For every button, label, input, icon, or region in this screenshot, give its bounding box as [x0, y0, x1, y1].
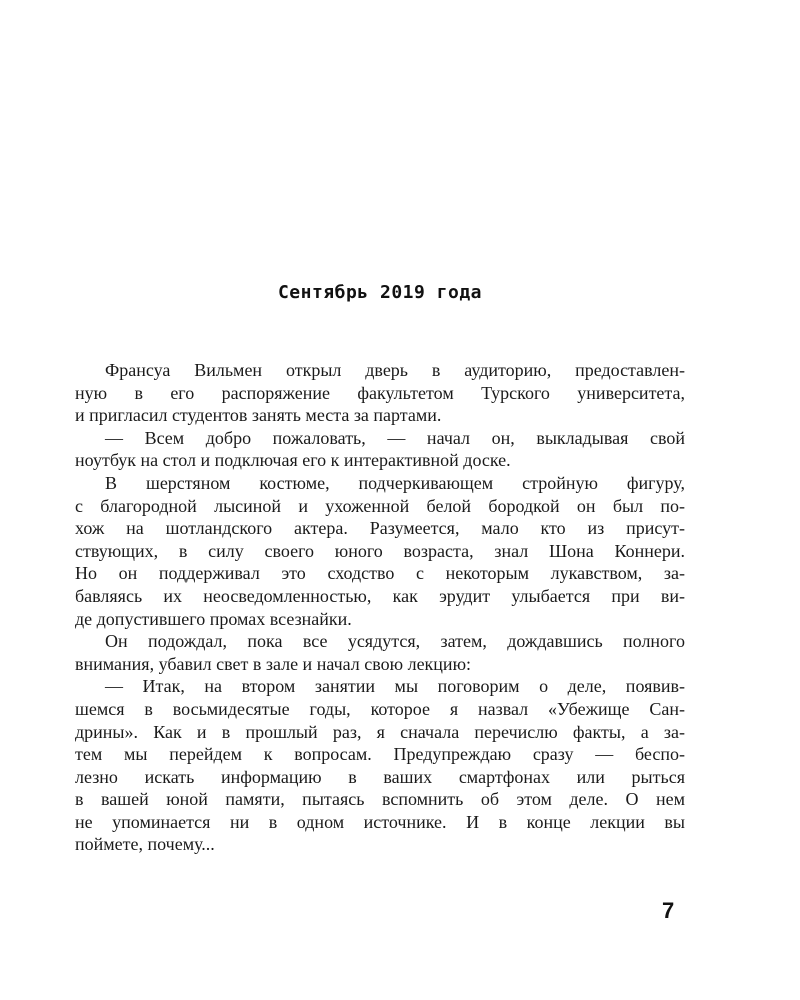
- page-number: 7: [662, 898, 675, 923]
- paragraph: [75, 359, 685, 427]
- text-line: тем мы перейдем к вопросам. Предупреждаю сразу — беспо-: [75, 744, 685, 765]
- text-line: с благородной лысиной и ухоженной белой бородкой он был по-: [75, 495, 685, 516]
- text-line: Франсуа Вильмен открыл дверь в аудиторию, предоставлен-: [105, 360, 685, 380]
- text-line: ную в его распоряжение факультетом Турского университета,: [75, 382, 685, 403]
- text-line: шемся в восьмидесятые годы, которое я назвал «Убежище Сан-: [75, 698, 685, 719]
- text-line: поймете, почему...: [75, 834, 215, 855]
- paragraph: [75, 675, 685, 856]
- paragraph: [75, 472, 685, 630]
- text-line: дрины». Как и в прошлый раз, я сначала перечислю факты, а за-: [75, 721, 685, 742]
- text-line: де допустившего промах всезнайки.: [75, 608, 352, 629]
- text-line: внимания, убавил свет в зале и начал свою лекцию:: [75, 653, 472, 674]
- text-line: лезно искать информацию в ваших смартфонах или рыться: [75, 766, 685, 787]
- text-line: — Всем добро пожаловать, — начал он, выкладывая свой: [105, 427, 685, 448]
- paragraph: [75, 630, 685, 675]
- text-line: — Итак, на втором занятии мы поговорим о деле, появив-: [105, 676, 685, 697]
- body-text: [75, 359, 685, 856]
- text-line: Он подождал, пока все усядутся, затем, дождавшись полного: [105, 631, 685, 652]
- text-line: бавляясь их неосведомленностью, как эрудит улыбается при ви-: [75, 585, 685, 606]
- text-line: В шерстяном костюме, подчеркивающем стройную фигуру,: [105, 472, 685, 493]
- text-line: и пригласил студентов занять места за партами.: [75, 405, 442, 426]
- text-line: хож на шотландского актера. Разумеется, мало кто из присут-: [75, 518, 685, 539]
- text-line: не упоминается ни в одном источнике. И в конце лекции вы: [75, 811, 685, 832]
- text-line: ствующих, в силу своего юного возраста, знал Шона Коннери.: [75, 540, 685, 561]
- text-line: ноутбук на стол и подключая его к интерактивной доске.: [75, 450, 511, 471]
- paragraph: [75, 427, 685, 472]
- text-line: в вашей юной памяти, пытаясь вспомнить об этом деле. О нем: [75, 789, 685, 810]
- text-line: Но он поддерживал это сходство с некоторым лукавством, за-: [75, 563, 685, 584]
- chapter-title: Сентябрь 2019 года: [277, 282, 483, 303]
